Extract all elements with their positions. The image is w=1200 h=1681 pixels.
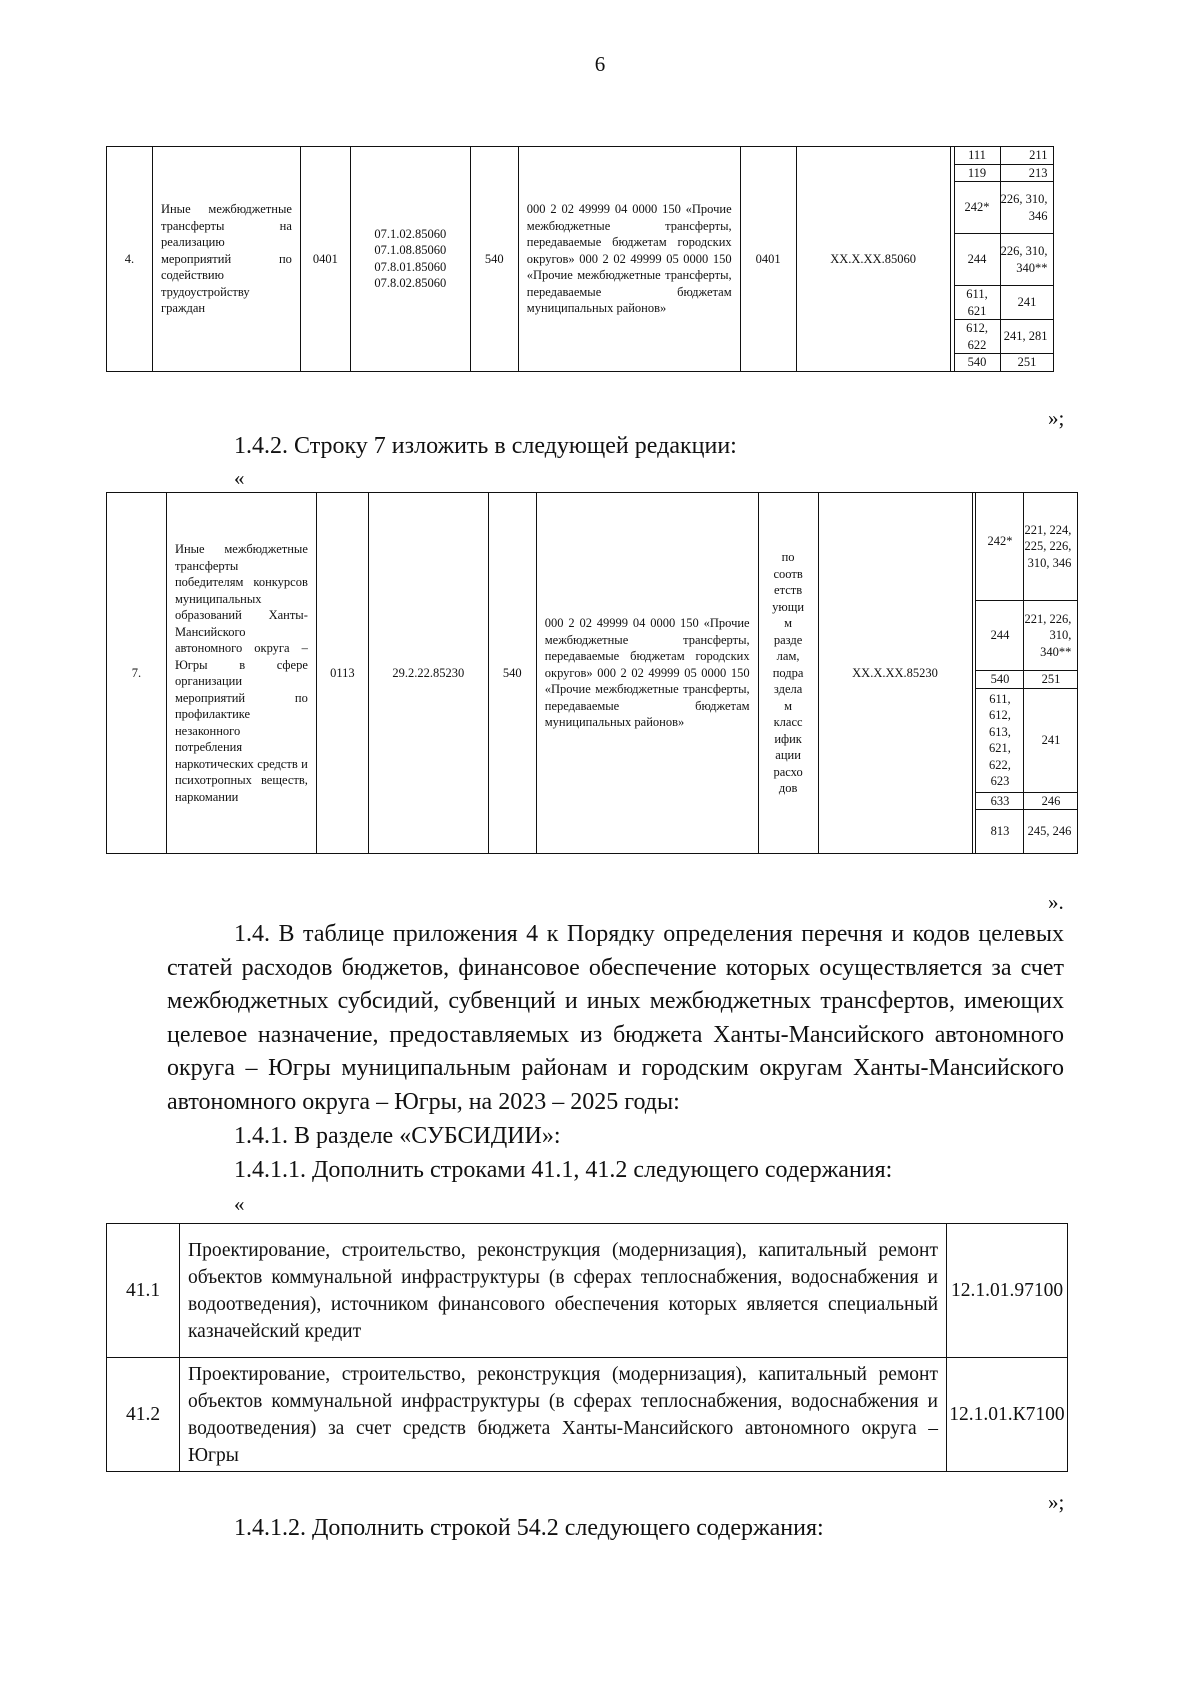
paragraph-1-4-1-2: 1.4.1.2. Дополнить строкой 54.2 следующего содержания: xyxy=(234,1515,824,1541)
classification-line: подра xyxy=(772,665,804,680)
target-code: 07.8.01.85060 xyxy=(374,259,447,274)
table-row xyxy=(107,1358,1068,1472)
target-code: 07.1.02.85060 xyxy=(374,226,447,241)
classification-line: класс xyxy=(773,715,803,730)
section-code: 0113 xyxy=(316,493,368,854)
paragraph-1-4-1-1: 1.4.1.1. Дополнить строками 41.1, 41.2 следующего содержания: xyxy=(234,1157,893,1183)
classification-line: ующи xyxy=(772,599,805,614)
kosgu-cell: 245, 246 xyxy=(1024,810,1078,854)
kosgu-cell: 246 xyxy=(1024,792,1078,810)
row-text: Проектирование, строительство, реконструкция (модернизация), капитальный ремонт объектов коммунальной инфраструктуры (в сферах теплоснабжения, водоснабжения и водоотведения) за счет средств бюджета Ханты-Мансийского автономного округа – Югры xyxy=(180,1358,947,1472)
classification-line: по xyxy=(781,550,795,565)
target-code-2: XX.X.XX.85230 xyxy=(818,493,972,854)
classification-line: расхо xyxy=(773,764,803,779)
kosgu-cell: 221, 226, 310, 340** xyxy=(1024,601,1078,671)
kvr-cell: 119 xyxy=(954,164,1000,182)
paragraph-1-4-1: 1.4.1. В разделе «СУБСИДИИ»: xyxy=(234,1123,561,1149)
classification-line: разде xyxy=(773,632,803,647)
kvr-cell: 611, 621 xyxy=(954,286,1000,320)
kosgu-cell: 221, 224, 225, 226, 310, 346 xyxy=(1024,493,1078,601)
expense-type: 540 xyxy=(470,147,518,372)
transfer-name: Иные межбюджетные трансферты на реализацию мероприятий по содействию трудоустройству граждан xyxy=(152,147,300,372)
page-number: 6 xyxy=(594,52,606,76)
classification-line: здела xyxy=(773,682,803,697)
table-row xyxy=(107,1224,1068,1358)
kvr-cell: 813 xyxy=(976,810,1024,854)
closing-quote: »; xyxy=(1048,1490,1065,1514)
classification-line: м xyxy=(784,698,793,713)
classification-line: лам, xyxy=(776,649,800,664)
kosgu-cell: 251 xyxy=(1024,671,1078,689)
row-number: 4. xyxy=(107,147,153,372)
row-number: 7. xyxy=(107,493,167,854)
table-row-4 xyxy=(106,146,1102,372)
revenue-code: 000 2 02 49999 04 0000 150 «Прочие межбюджетные трансферты, передаваемые бюджетам городских округов» 000 2 02 49999 05 0000 150 «Прочие межбюджетные трансферты, передаваемые бюджетам муниципальных районов» xyxy=(536,493,758,854)
classification-line: соотв xyxy=(773,566,803,581)
kvr-cell: 540 xyxy=(954,354,1000,372)
kosgu-cell: 241 xyxy=(1024,688,1078,792)
kosgu-cell: 211 xyxy=(1000,147,1054,165)
heading-1-4-2: 1.4.2. Строку 7 изложить в следующей редакции: xyxy=(234,433,737,459)
target-code: 07.1.08.85060 xyxy=(374,243,447,258)
kosgu-cell: 241, 281 xyxy=(1000,320,1054,354)
classification-line: ации xyxy=(775,748,801,763)
kosgu-cell: 226, 310, 340** xyxy=(1000,234,1054,286)
kvr-cell: 633 xyxy=(976,792,1024,810)
section-classification xyxy=(758,493,818,854)
kvr-cell: 242* xyxy=(976,493,1024,601)
kosgu-cell: 226, 310, 346 xyxy=(1000,182,1054,234)
target-code-2: XX.X.XX.85060 xyxy=(796,147,950,372)
kvr-cell: 242* xyxy=(954,182,1000,234)
opening-quote: « xyxy=(234,466,245,490)
kvr-cell: 244 xyxy=(976,601,1024,671)
row-code: 12.1.01.97100 xyxy=(947,1224,1068,1358)
kvr-cell: 111 xyxy=(954,147,1000,165)
row-text: Проектирование, строительство, реконструкция (модернизация), капитальный ремонт объектов коммунальной инфраструктуры (в сферах теплоснабжения, водоснабжения и водоотведения), источником финансового обеспечения которых является специальный казначейский кредит xyxy=(180,1224,947,1358)
transfer-name: Иные межбюджетные трансферты победителям конкурсов муниципальных образований Ханты-Мансийского автономного округа – Югры в сфере организации мероприятий по профилактике незаконного потребления наркотических средств и психотропных веществ, наркомании xyxy=(166,493,316,854)
kvr-cell: 612, 622 xyxy=(954,320,1000,354)
table-row-7 xyxy=(106,492,1102,854)
closing-quote: ». xyxy=(1048,890,1064,914)
opening-quote: « xyxy=(234,1192,245,1216)
section-code-2: 0401 xyxy=(740,147,796,372)
paragraph-1-4: 1.4. В таблице приложения 4 к Порядку определения перечня и кодов целевых статей расходов бюджетов, финансовое обеспечение которых осуществляется за счет межбюджетных субсидий, субвенций и иных межбюджетных трансфертов, имеющих целевое назначение, предоставляемых из бюджета Ханты-Мансийского автономного округа – Югры муниципальным районам и городским округам Ханты-Мансийского автономного округа – Югры, на 2023 – 2025 годы: xyxy=(167,921,1064,1115)
kosgu-cell: 213 xyxy=(1000,164,1054,182)
subsidies-table xyxy=(106,1223,1068,1472)
target-code: 07.8.02.85060 xyxy=(374,276,447,291)
row-number: 41.1 xyxy=(107,1224,180,1358)
kosgu-cell: 241 xyxy=(1000,286,1054,320)
closing-quote: »; xyxy=(1048,406,1065,430)
row-number: 41.2 xyxy=(107,1358,180,1472)
classification-line: м xyxy=(784,616,793,631)
target-code: 29.2.22.85230 xyxy=(368,493,488,854)
revenue-code: 000 2 02 49999 04 0000 150 «Прочие межбюджетные трансферты, передаваемые бюджетам городских округов» 000 2 02 49999 05 0000 150 «Прочие межбюджетные трансферты, передаваемые бюджетам муниципальных районов» xyxy=(518,147,740,372)
classification-line: ифик xyxy=(774,731,802,746)
kvr-cell: 611, 612, 613, 621, 622, 623 xyxy=(976,688,1024,792)
row-code: 12.1.01.К7100 xyxy=(947,1358,1068,1472)
classification-line: етств xyxy=(774,583,803,598)
target-codes xyxy=(350,147,470,372)
kvr-cell: 540 xyxy=(976,671,1024,689)
expense-type: 540 xyxy=(488,493,536,854)
kosgu-cell: 251 xyxy=(1000,354,1054,372)
section-code: 0401 xyxy=(300,147,350,372)
classification-line: дов xyxy=(778,781,798,796)
kvr-cell: 244 xyxy=(954,234,1000,286)
